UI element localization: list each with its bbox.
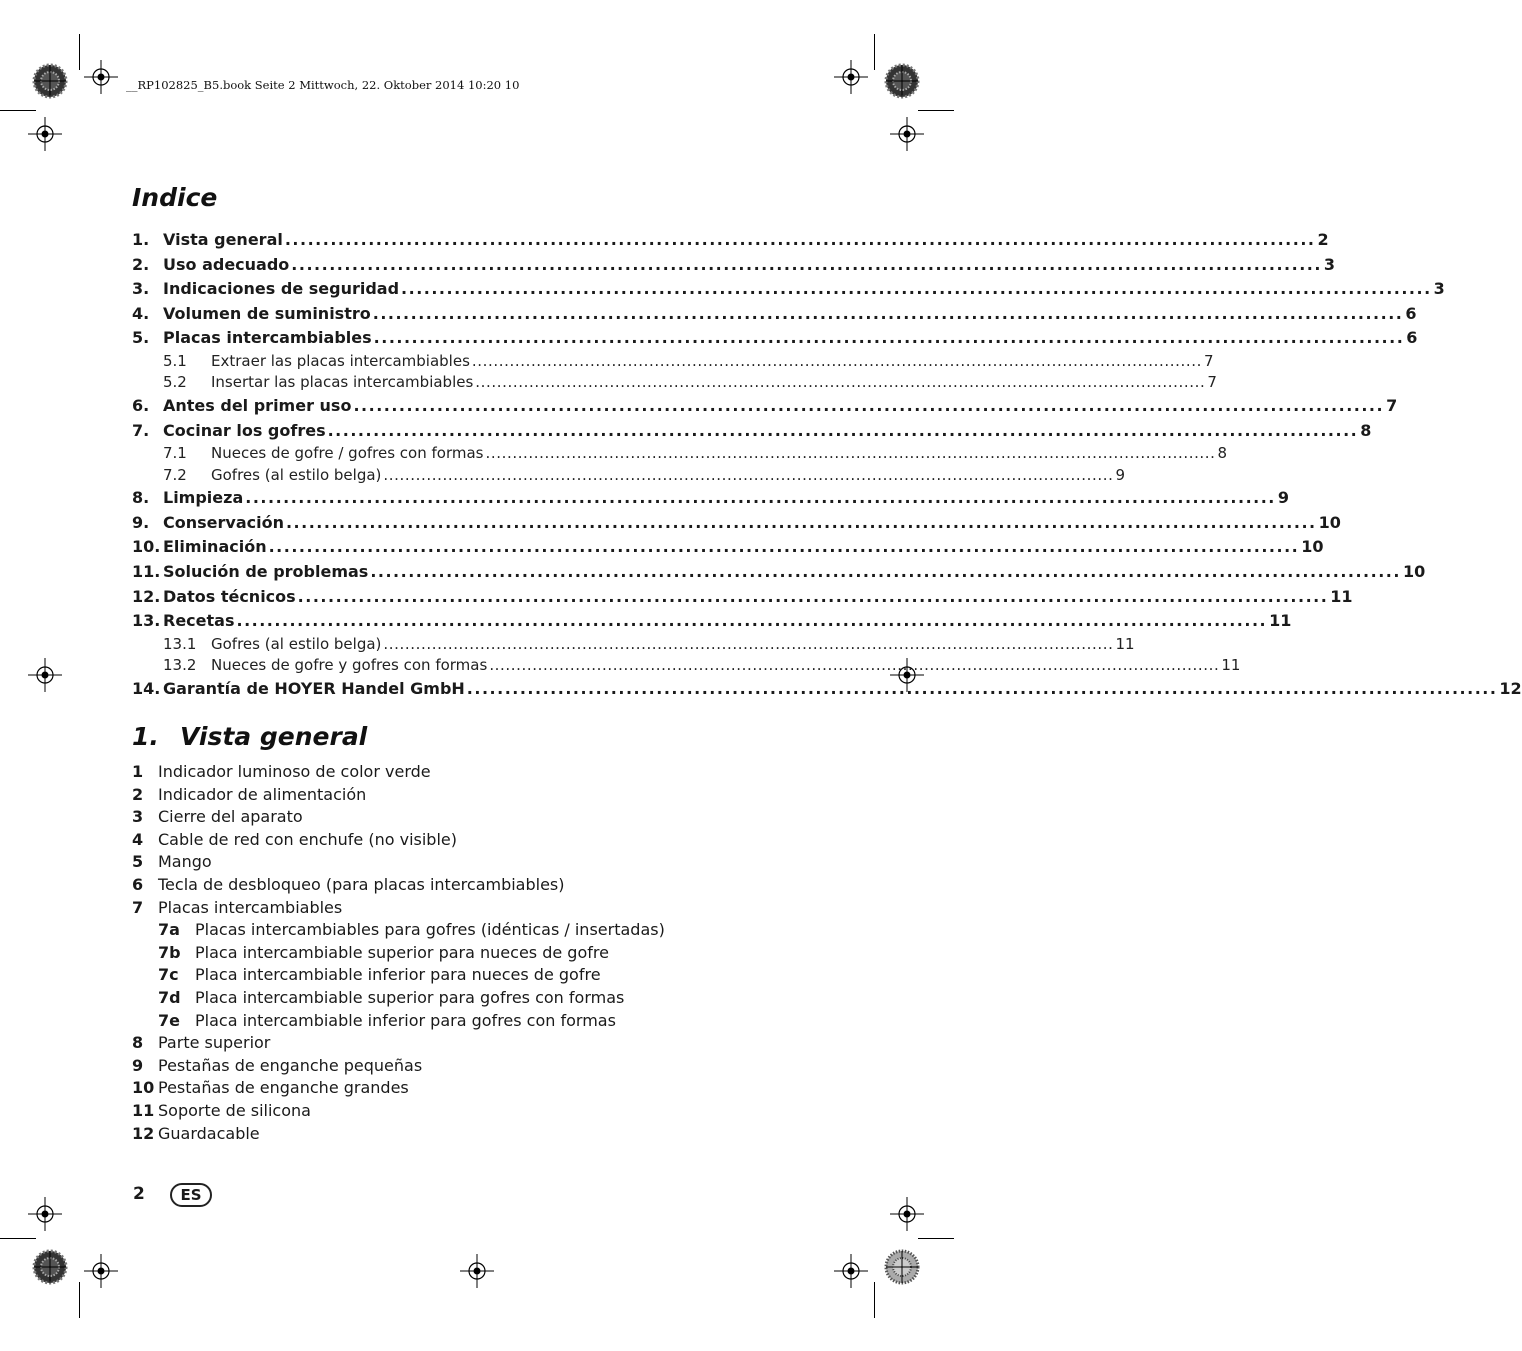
part-label: Pestañas de enganche grandes (158, 1078, 409, 1098)
print-header: __RP102825_B5.book Seite 2 Mittwoch, 22. Oktober 2014 10:20 10 (126, 78, 520, 92)
list-item (132, 1123, 812, 1146)
toc-page: 11 (1269, 611, 1292, 631)
registration-mark-icon (890, 1197, 924, 1231)
toc-number: 5. (132, 328, 150, 348)
page-number: 2 (133, 1184, 145, 1204)
toc-title: Recetas (163, 611, 235, 631)
part-number: 7b (158, 942, 181, 962)
toc-title: Volumen de suministro (163, 303, 371, 323)
toc-title: Cocinar los gofres (163, 420, 326, 440)
part-number: 5 (132, 852, 144, 872)
part-label: Soporte de silicona (158, 1100, 311, 1120)
toc-number: 13.2 (163, 656, 197, 675)
toc-leader: ........................................................................................................................................ (370, 561, 1401, 581)
registration-mark-icon (84, 1254, 118, 1288)
toc-entry[interactable] (132, 486, 1290, 511)
toc-page: 9 (1115, 465, 1126, 484)
toc-title: Gofres (al estilo belga) (211, 465, 382, 484)
section-title: Vista general (180, 722, 368, 751)
part-label: Placas intercambiables (158, 897, 343, 917)
toc-leader: ........................................................................................................................................ (285, 512, 1317, 532)
registration-mark-icon (834, 1254, 868, 1288)
toc-number: 10. (132, 537, 161, 557)
toc-page: 12 (1499, 678, 1522, 698)
toc-entry[interactable] (132, 677, 1522, 702)
toc-heading: Indice (132, 183, 218, 212)
toc-title: Eliminación (163, 537, 267, 557)
toc-entry[interactable] (132, 465, 1126, 487)
toc-leader: ........................................................................................................................................ (236, 611, 1268, 631)
part-number: 7 (132, 897, 144, 917)
toc-title: Indicaciones de seguridad (163, 279, 400, 299)
toc-title: Uso adecuado (163, 254, 290, 274)
toc-number: 2. (132, 254, 150, 274)
toc-entry[interactable] (132, 394, 1398, 419)
toc-page: 3 (1433, 279, 1445, 299)
toc-title: Placas intercambiables (163, 328, 372, 348)
registration-mark-icon (28, 1197, 62, 1231)
section-heading (132, 722, 367, 751)
toc-leader: ........................................................................................................................................ (401, 279, 1432, 299)
part-label: Indicador de alimentación (158, 784, 367, 804)
part-number: 2 (132, 784, 144, 804)
part-number: 7e (158, 1010, 180, 1030)
print-rosette-icon (33, 1250, 67, 1284)
toc-leader: ........................................................................................................................................ (485, 444, 1216, 463)
toc-leader: ........................................................................................................................................ (291, 254, 1322, 274)
toc-page: 6 (1405, 303, 1417, 323)
list-item (132, 806, 812, 829)
toc-leader: ........................................................................................................................................ (245, 488, 1276, 508)
parts-list (132, 761, 812, 1145)
list-item (132, 761, 812, 784)
toc-page: 11 (1330, 586, 1353, 606)
toc-leader: ........................................................................................................................................ (372, 303, 1404, 323)
toc-number: 7. (132, 420, 150, 440)
part-label: Mango (158, 852, 212, 872)
part-number: 12 (132, 1123, 155, 1143)
toc-page: 10 (1402, 561, 1426, 581)
list-item (132, 942, 812, 965)
toc-title: Solución de problemas (163, 561, 369, 581)
toc-title: Conservación (163, 512, 284, 532)
toc-title: Insertar las placas intercambiables (211, 373, 474, 392)
toc-entry[interactable] (132, 351, 1214, 373)
toc-number: 7.2 (163, 465, 187, 484)
language-badge: ES (170, 1183, 212, 1207)
registration-mark-icon (460, 1254, 494, 1288)
toc-page: 7 (1207, 373, 1217, 392)
print-rosette-icon (885, 64, 919, 98)
part-number: 6 (132, 874, 144, 894)
toc-leader: ........................................................................................................................................ (268, 537, 1300, 557)
registration-mark-icon (834, 60, 868, 94)
toc-number: 13. (132, 611, 161, 631)
toc-entry[interactable] (132, 443, 1228, 465)
toc-number: 5.1 (163, 351, 187, 370)
toc-number: 6. (132, 395, 150, 415)
part-label: Parte superior (158, 1033, 271, 1053)
part-label: Placa intercambiable inferior para gofres con formas (195, 1010, 616, 1030)
list-item (132, 964, 812, 987)
toc-entry[interactable] (132, 372, 1217, 394)
toc-page: 3 (1323, 254, 1336, 274)
list-item (132, 1100, 812, 1123)
toc-leader: ........................................................................................................................................ (373, 328, 1405, 348)
toc-entry[interactable] (132, 560, 1426, 585)
toc-entry[interactable] (132, 634, 1135, 656)
toc-page: 11 (1115, 634, 1135, 653)
part-label: Pestañas de enganche pequeñas (158, 1055, 423, 1075)
toc-number: 14. (132, 678, 161, 698)
toc-title: Extraer las placas intercambiables (211, 351, 470, 370)
part-label: Cable de red con enchufe (no visible) (158, 829, 457, 849)
registration-mark-icon (28, 658, 62, 692)
list-item (132, 1055, 812, 1078)
print-rosette-icon (33, 64, 67, 98)
part-label: Guardacable (158, 1123, 260, 1143)
toc-number: 13.1 (163, 634, 197, 653)
toc-leader: ........................................................................................................................................ (475, 373, 1206, 392)
toc-entry[interactable] (132, 655, 1241, 677)
toc-number: 3. (132, 279, 150, 299)
toc-title: Antes del primer uso (163, 395, 352, 415)
toc-title: Limpieza (163, 488, 244, 508)
toc-leader: ........................................................................................................................................ (383, 465, 1114, 484)
toc-title: Garantía de HOYER Handel GmbH (163, 678, 465, 698)
registration-mark-icon (84, 60, 118, 94)
part-number: 7a (158, 920, 180, 940)
toc-title: Vista general (163, 230, 283, 249)
toc-number: 11. (132, 561, 161, 581)
toc-entry[interactable] (132, 511, 1341, 536)
toc-title: Gofres (al estilo belga) (211, 634, 382, 653)
toc-number: 5.2 (163, 373, 187, 392)
part-label: Indicador luminoso de color verde (158, 762, 431, 781)
part-number: 10 (132, 1078, 155, 1098)
list-item (132, 784, 812, 807)
part-number: 7c (158, 965, 179, 985)
toc-title: Datos técnicos (163, 586, 296, 606)
toc-page: 2 (1317, 230, 1329, 249)
toc-title: Nueces de gofre y gofres con formas (211, 656, 488, 675)
list-item (132, 897, 812, 920)
toc-page: 9 (1277, 488, 1290, 508)
table-of-contents (132, 228, 1522, 701)
toc-leader: ........................................................................................................................................ (489, 656, 1220, 675)
section-number: 1. (132, 722, 159, 751)
toc-entry[interactable] (132, 326, 1418, 351)
toc-entry[interactable] (132, 253, 1336, 278)
list-item (132, 1032, 812, 1055)
toc-page: 8 (1360, 420, 1372, 440)
part-number: 8 (132, 1033, 144, 1053)
list-item (132, 1077, 812, 1100)
toc-entry[interactable] (132, 277, 1445, 302)
part-number: 1 (132, 762, 144, 781)
part-label: Placa intercambiable superior para gofres con formas (195, 987, 625, 1007)
toc-leader: ........................................................................................................................................ (327, 420, 1359, 440)
toc-number: 4. (132, 303, 150, 323)
toc-entry[interactable] (132, 609, 1292, 634)
part-label: Placa intercambiable inferior para nueces de gofre (195, 965, 601, 985)
part-number: 4 (132, 829, 144, 849)
toc-entry[interactable] (132, 585, 1353, 610)
toc-page: 6 (1406, 328, 1418, 348)
part-label: Tecla de desbloqueo (para placas intercambiables) (158, 874, 565, 894)
toc-number: 12. (132, 586, 161, 606)
list-item (132, 874, 812, 897)
part-number: 3 (132, 807, 144, 827)
toc-number: 8. (132, 488, 150, 508)
toc-entry[interactable] (132, 302, 1417, 327)
toc-page: 10 (1318, 512, 1341, 532)
list-item (132, 829, 812, 852)
toc-entry[interactable] (132, 419, 1372, 444)
list-item (132, 1010, 812, 1033)
toc-number: 7.1 (163, 444, 187, 463)
registration-mark-icon (890, 117, 924, 151)
part-number: 9 (132, 1055, 144, 1075)
print-rosette-icon (885, 1250, 919, 1284)
toc-leader: ........................................................................................................................................ (284, 230, 1316, 249)
toc-page: 8 (1217, 444, 1228, 463)
toc-leader: ........................................................................................................................................ (353, 395, 1385, 415)
toc-number: 1. (132, 230, 150, 249)
part-number: 11 (132, 1100, 155, 1120)
part-label: Placa intercambiable superior para nueces de gofre (195, 942, 609, 962)
toc-page: 11 (1221, 656, 1241, 675)
toc-leader: ........................................................................................................................................ (471, 351, 1202, 370)
list-item (132, 919, 812, 942)
toc-leader: ........................................................................................................................................ (297, 586, 1329, 606)
part-label: Placas intercambiables para gofres (idénticas / insertadas) (195, 920, 665, 940)
toc-page: 10 (1301, 537, 1324, 557)
toc-title: Nueces de gofre / gofres con formas (211, 444, 484, 463)
toc-leader: ........................................................................................................................................ (383, 634, 1114, 653)
toc-entry[interactable] (132, 228, 1329, 253)
toc-page: 7 (1386, 395, 1398, 415)
toc-page: 7 (1203, 351, 1214, 370)
list-item (132, 851, 812, 874)
toc-entry[interactable] (132, 535, 1324, 560)
toc-leader: ........................................................................................................................................ (466, 678, 1498, 698)
part-number: 7d (158, 987, 181, 1007)
registration-mark-icon (28, 117, 62, 151)
part-label: Cierre del aparato (158, 807, 303, 827)
toc-number: 9. (132, 512, 150, 532)
list-item (132, 987, 812, 1010)
